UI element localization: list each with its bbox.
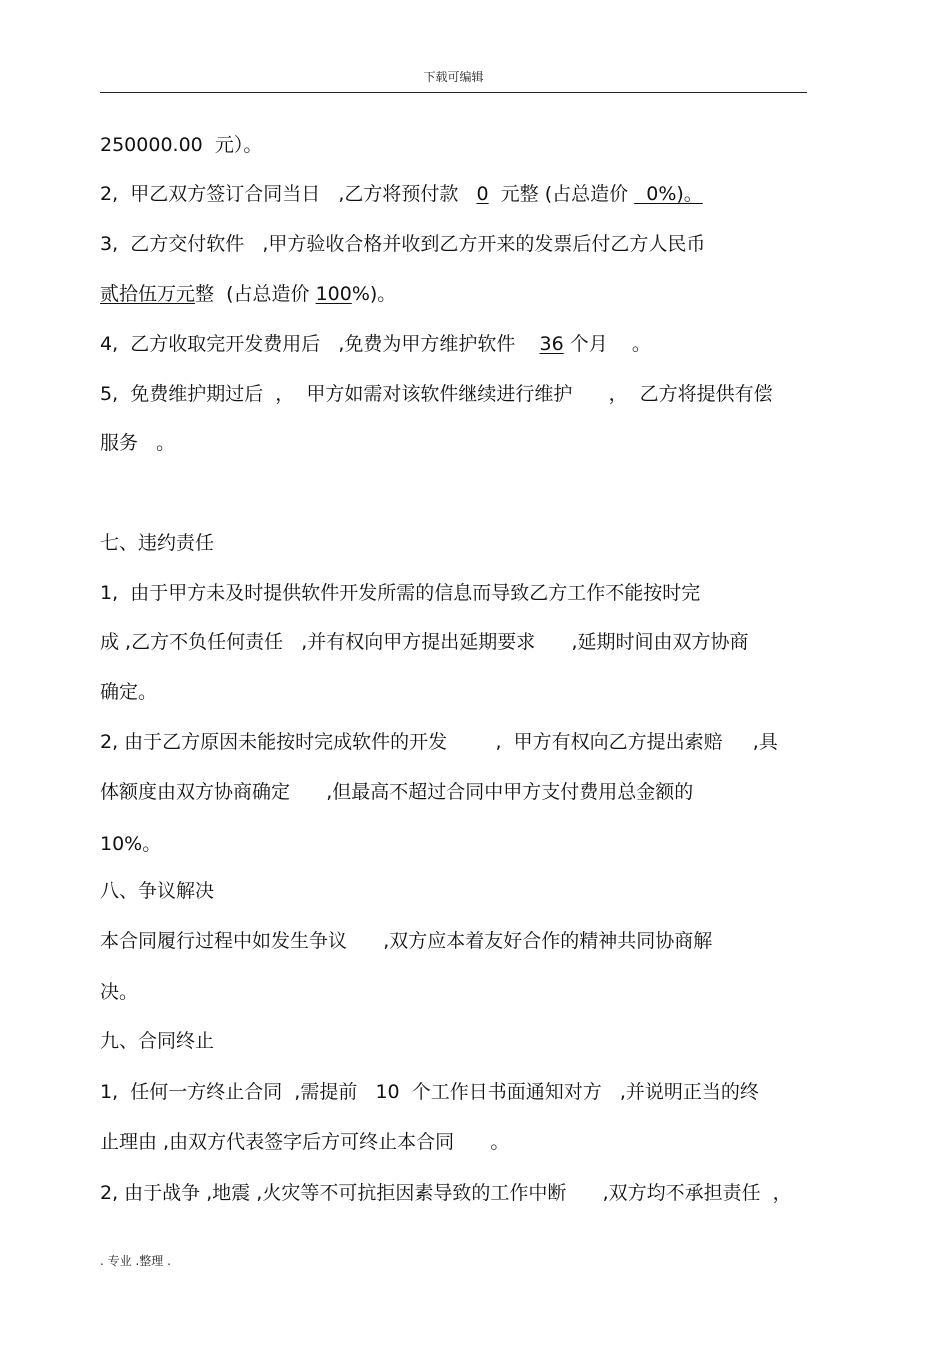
paragraph-line: 本合同履行过程中如发生争议 ,双方应本着友好合作的精神共同协商解 (100, 930, 713, 952)
paragraph-line: 2, 甲乙双方签订合同当日 ,乙方将预付款 0 元整 (占总造价 0%)。 (100, 183, 703, 205)
paragraph-line: 成 ,乙方不负任何责任 ,并有权向甲方提出延期要求 ,延期时间由双方协商 (100, 631, 749, 653)
paragraph-line: 贰拾伍万元整 (占总造价 100%)。 (100, 283, 397, 305)
paragraph-line: 5, 免费维护期过后 ， 甲方如需对该软件继续进行维护 ， 乙方将提供有偿 (100, 383, 773, 405)
paragraph-line: 决。 (100, 981, 139, 1003)
maintenance-months: 36 (539, 333, 564, 355)
page-header (100, 64, 807, 93)
paragraph-line: 10%。 (100, 833, 162, 855)
paragraph-line: 250000.00 元）。 (100, 134, 263, 156)
payment-percent: 100 (315, 283, 352, 305)
section-heading: 九、合同终止 (100, 1030, 215, 1052)
advance-payment-percent: 0%)。 (634, 183, 703, 205)
paragraph-line: 3, 乙方交付软件 ,甲方验收合格并收到乙方开来的发票后付乙方人民币 (100, 233, 706, 255)
paragraph-line: 2, 由于战争 ,地震 ,火灾等不可抗拒因素导致的工作中断 ,双方均不承担责任 ， (100, 1182, 792, 1204)
advance-payment-amount: 0 (476, 183, 489, 205)
section-heading: 八、争议解决 (100, 880, 215, 902)
paragraph-line: 1, 由于甲方未及时提供软件开发所需的信息而导致乙方工作不能按时完 (100, 582, 701, 604)
paragraph-line: 1, 任何一方终止合同 ,需提前 10 个工作日书面通知对方 ,并说明正当的终 (100, 1081, 759, 1103)
header-text: 下载可编辑 (423, 70, 484, 84)
page-footer: . 专业 .整理 . (100, 1254, 171, 1268)
paragraph-line: 2, 由于乙方原因未能按时完成软件的开发 , 甲方有权向乙方提出索赔 ,具 (100, 731, 778, 753)
section-heading: 七、违约责任 (100, 532, 215, 554)
paragraph-line: 体额度由双方协商确定 ,但最高不超过合同中甲方支付费用总金额的 (100, 781, 694, 803)
payment-amount-words: 贰拾伍万元 (100, 283, 196, 305)
paragraph-line: 服务 。 (100, 432, 176, 454)
paragraph-line: 止理由 ,由双方代表签字后方可终止本合同 。 (100, 1131, 510, 1153)
paragraph-line: 确定。 (100, 681, 158, 703)
paragraph-line: 4, 乙方收取完开发费用后 ,免费为甲方维护软件 36 个月 。 (100, 333, 651, 355)
